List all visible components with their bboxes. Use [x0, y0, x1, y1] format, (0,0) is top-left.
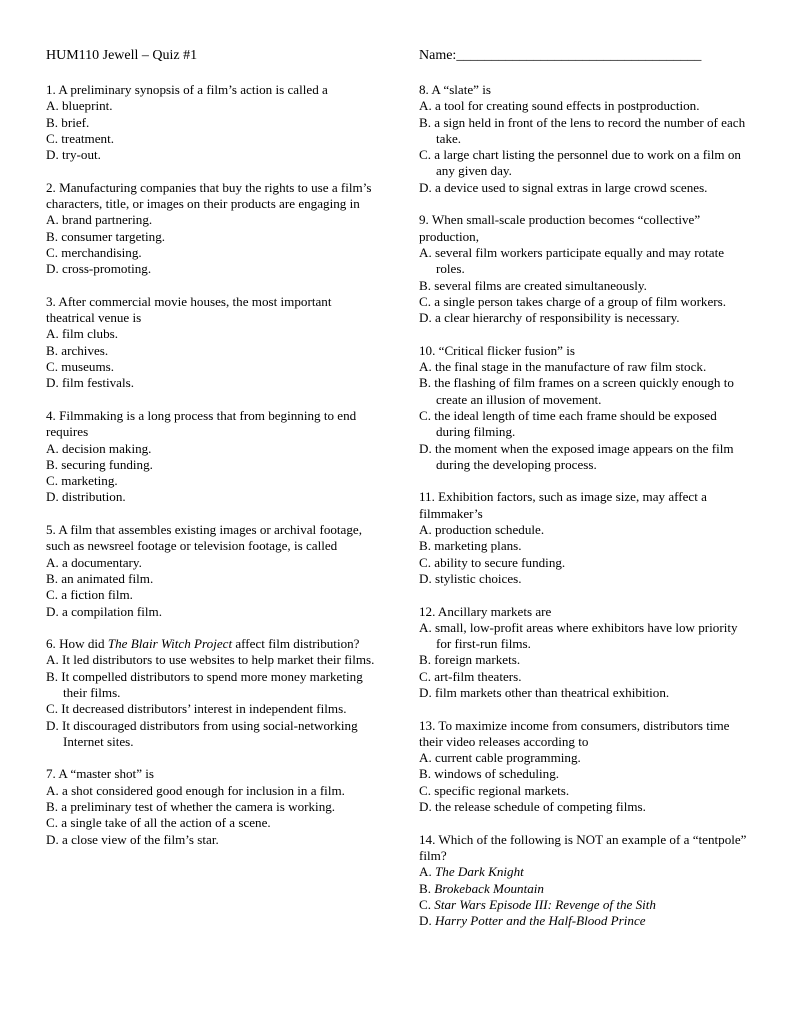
- option-d: D. try-out.: [46, 147, 101, 163]
- option-b: B. a sign held in front of the lens to record the number of each take.: [419, 114, 746, 146]
- option-b: B. a preliminary test of whether the camera is working.: [46, 799, 336, 815]
- option-c: C. art-film theaters.: [419, 668, 522, 684]
- option-a: A. small, low-profit areas where exhibitors have low priority for first-run films.: [419, 619, 738, 652]
- film-title: Brokeback Mountain: [434, 880, 544, 896]
- option-c: C. marketing.: [46, 473, 118, 489]
- question-stem: 4. Filmmaking is a long process that from beginning to end requires: [46, 407, 357, 440]
- option-c: C. merchandising.: [46, 244, 142, 260]
- question-stem: 5. A film that assembles existing images or archival footage, such as newsreel footage or television footage, is called: [46, 522, 362, 554]
- question-6: [46, 636, 376, 750]
- option-c: [419, 897, 754, 913]
- option-d: D. a close view of the film’s star.: [46, 831, 219, 847]
- option-b: B. It compelled distributors to spend more money marketing their films.: [46, 668, 363, 700]
- option-c: C. treatment.: [46, 130, 114, 146]
- question-14: [419, 832, 754, 930]
- right-column: [419, 47, 754, 946]
- option-d: D. the release schedule of competing films.: [419, 799, 646, 815]
- option-b: B. securing funding.: [46, 456, 153, 472]
- option-b: [419, 881, 754, 897]
- question-1: [46, 82, 376, 163]
- question-stem: 12. Ancillary markets are: [419, 603, 552, 619]
- option-d: D. a clear hierarchy of responsibility is necessary.: [419, 310, 680, 326]
- option-a: A. the final stage in the manufacture of raw film stock.: [419, 359, 707, 375]
- option-letter: B.: [419, 880, 435, 896]
- option-c: C. specific regional markets.: [419, 782, 570, 798]
- option-d: D. a device used to signal extras in large crowd scenes.: [419, 179, 708, 195]
- question-stem: 11. Exhibition factors, such as image size, may affect a filmmaker’s: [419, 489, 707, 521]
- question-stem: 10. “Critical flicker fusion” is: [419, 342, 575, 358]
- option-c: C. the ideal length of time each frame should be exposed during filming.: [419, 407, 717, 440]
- question-7: [46, 766, 376, 847]
- option-d: D. distribution.: [46, 489, 126, 505]
- option-c: C. ability to secure funding.: [419, 554, 566, 570]
- question-stem: 7. A “master shot” is: [46, 766, 155, 782]
- film-title: The Dark Knight: [435, 864, 524, 880]
- question-5: [46, 522, 376, 620]
- option-d: D. film festivals.: [46, 375, 135, 391]
- option-a: A. several film workers participate equally and may rotate roles.: [419, 244, 725, 277]
- option-d: D. film markets other than theatrical exhibition.: [419, 684, 670, 700]
- option-d: [419, 913, 754, 929]
- question-13: [419, 718, 754, 816]
- question-4: [46, 408, 376, 506]
- option-a: A. production schedule.: [419, 522, 545, 538]
- option-a: A. a tool for creating sound effects in postproduction.: [419, 98, 700, 114]
- stem-text: 6. How did: [46, 636, 108, 652]
- option-d: D. the moment when the exposed image appears on the film during the developing process.: [419, 440, 734, 472]
- option-letter: D.: [419, 913, 436, 929]
- option-a: A. film clubs.: [46, 326, 119, 342]
- question-8: [419, 82, 754, 196]
- question-stem: 1. A preliminary synopsis of a film’s action is called a: [46, 82, 328, 97]
- option-b: B. brief.: [46, 114, 90, 130]
- option-d: D. It discouraged distributors from using social-networking Internet sites.: [46, 717, 358, 749]
- question-12: [419, 604, 754, 702]
- question-stem: 13. To maximize income from consumers, distributors time their video releases according to: [419, 717, 730, 749]
- option-c: C. a single take of all the action of a scene.: [46, 815, 271, 831]
- option-a: A. a shot considered good enough for inclusion in a film.: [46, 782, 345, 798]
- question-3: [46, 294, 376, 392]
- option-c: C. a large chart listing the personnel due to work on a film on any given day.: [419, 147, 741, 179]
- option-b: B. several films are created simultaneously.: [419, 277, 647, 293]
- name-field: Name:___________________________________: [419, 48, 702, 63]
- option-b: B. archives.: [46, 342, 109, 358]
- option-b: B. marketing plans.: [419, 538, 522, 554]
- option-c: C. a fiction film.: [46, 587, 133, 603]
- quiz-title: HUM110 Jewell – Quiz #1: [46, 48, 198, 63]
- question-stem: 3. After commercial movie houses, the most important theatrical venue is: [46, 293, 332, 326]
- option-b: B. consumer targeting.: [46, 228, 166, 244]
- question-11: [419, 489, 754, 587]
- option-letter: C.: [419, 896, 435, 912]
- option-a: [419, 864, 754, 880]
- option-a: A. blueprint.: [46, 98, 113, 114]
- stem-text: affect film distribution?: [232, 636, 360, 652]
- question-2: [46, 180, 376, 278]
- question-stem: 2. Manufacturing companies that buy the rights to use a film’s characters, title, or images on their products are engaging in: [46, 179, 372, 212]
- option-b: B. the flashing of film frames on a screen quickly enough to create an illusion of movement.: [419, 375, 734, 407]
- option-a: A. It led distributors to use websites to help market their films.: [46, 652, 375, 668]
- film-title: The Blair Witch Project: [107, 636, 233, 652]
- question-stem: 8. A “slate” is: [419, 82, 492, 97]
- question-9: [419, 212, 754, 326]
- option-letter: A.: [419, 864, 436, 880]
- left-column: [46, 47, 376, 864]
- option-c: C. a single person takes charge of a group of film workers.: [419, 293, 727, 309]
- question-stem: 14. Which of the following is NOT an example of a “tentpole” film?: [419, 831, 747, 863]
- option-a: A. a documentary.: [46, 554, 142, 570]
- option-a: A. brand partnering.: [46, 212, 153, 228]
- option-b: B. an animated film.: [46, 570, 154, 586]
- question-10: [419, 343, 754, 473]
- option-d: D. a compilation film.: [46, 603, 163, 619]
- option-c: C. It decreased distributors’ interest in independent films.: [46, 701, 347, 717]
- film-title: Star Wars Episode III: Revenge of the Sith: [434, 896, 656, 912]
- question-stem: [46, 636, 376, 652]
- option-d: D. cross-promoting.: [46, 261, 152, 277]
- option-c: C. museums.: [46, 359, 115, 375]
- option-b: B. foreign markets.: [419, 652, 521, 668]
- option-a: A. decision making.: [46, 440, 152, 456]
- option-b: B. windows of scheduling.: [419, 766, 560, 782]
- option-d: D. stylistic choices.: [419, 570, 522, 586]
- option-a: A. current cable programming.: [419, 750, 581, 766]
- question-stem: 9. When small-scale production becomes “collective” production,: [419, 212, 701, 244]
- film-title: Harry Potter and the Half-Blood Prince: [435, 913, 646, 929]
